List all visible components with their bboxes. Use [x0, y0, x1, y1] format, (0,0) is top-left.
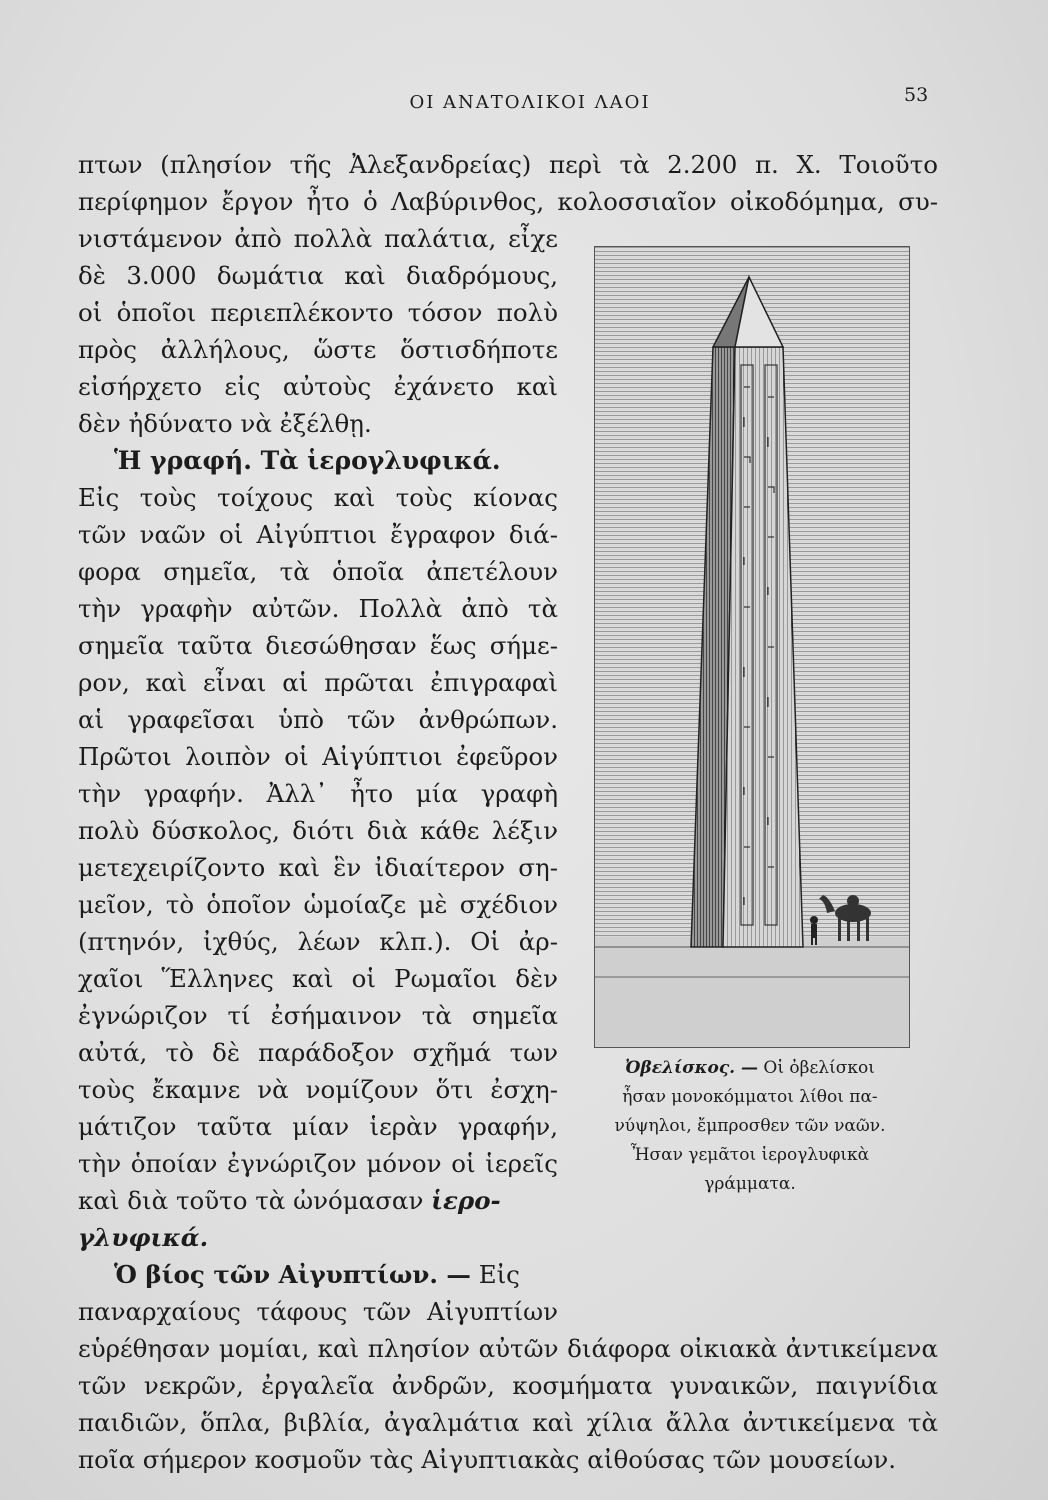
text-line: πρὸς ἀλλήλους, ὥστε ὅστισδήποτε — [78, 335, 558, 364]
text-line: τῶν νεκρῶν, ἐργαλεῖα ἀνδρῶν, κοσμήματα γυναικῶν, παιγνίδια — [78, 1371, 938, 1400]
text-line: δὲν ἠδύνατο νὰ ἐξέλθῃ. — [78, 409, 372, 438]
term-hieroglyphics: ἱερο- — [431, 1186, 501, 1215]
text-line: φορα σημεῖα, τὰ ὁποῖα ἀπετέλουν — [78, 557, 558, 586]
text-line: τὴν γραφήν. Ἀλλ᾽ ἦτο μία γραφὴ — [78, 779, 558, 808]
text-line: δὲ 3.000 δωμάτια καὶ διαδρόμους, — [78, 261, 558, 290]
camel-figure — [819, 895, 871, 941]
text-line: Εἰς τοὺς τοίχους καὶ τοὺς κίονας — [78, 483, 558, 512]
text-line: μεῖον, τὸ ὁποῖον ὡμοίαζε μὲ σχέδιον — [78, 890, 558, 919]
text-line: περίφημον ἔργον ἦτο ὁ Λαβύρινθος, κολοσσιαῖον οἰκοδόμημα, συ- — [78, 187, 938, 216]
text-line-with-term — [78, 1186, 558, 1216]
text-line: παναρχαίους τάφους τῶν Αἰγυπτίων — [78, 1297, 558, 1326]
text-line: οἱ ὁποῖοι περιεπλέκοντο τόσον πολὺ — [78, 298, 558, 327]
text-line: τοὺς ἔκαμνε νὰ νομίζουν ὅτι ἐσχη- — [78, 1075, 558, 1104]
section-heading-writing: Ἡ γραφή. Τὰ ἱερογλυφικά. — [114, 446, 501, 475]
figure-caption-line: νύψηλοι, ἔμπροσθεν τῶν ναῶν. — [614, 1116, 886, 1136]
text-line: πολὺ δύσκολος, διότι διὰ κάθε λέξιν — [78, 816, 558, 845]
text-fragment: καὶ διὰ τοῦτο τὰ ὠνόμασαν — [78, 1186, 424, 1215]
text-line: τὴν γραφὴν αὐτῶν. Πολλὰ ἀπὸ τὰ — [78, 594, 558, 623]
figure-caption-line: γράμματα. — [704, 1174, 796, 1194]
text-fragment: Εἰς — [478, 1260, 520, 1289]
text-line: (πτηνόν, ἰχθύς, λέων κλπ.). Οἱ ἀρ- — [78, 927, 558, 956]
obelisk-illustration — [594, 246, 910, 1048]
figure-caption-line: Ἦσαν γεμᾶτοι ἱερογλυφικὰ — [630, 1145, 870, 1165]
running-title: ΟΙ ΑΝΑΤΟΛΙΚΟΙ ΛΑΟΙ — [409, 92, 651, 113]
figure-caption-text: Οἱ ὀβελίσκοι — [763, 1058, 875, 1078]
figure-caption-title: Ὀβελίσκος. — — [625, 1058, 759, 1078]
page-number: 53 — [904, 84, 929, 106]
text-line: αὐτά, τὸ δὲ παράδοξον σχῆμά των — [78, 1038, 558, 1067]
text-line: ρον, καὶ εἶναι αἱ πρῶται ἐπιγραφαὶ — [78, 668, 558, 697]
text-line: εὑρέθησαν μομίαι, καὶ πλησίον αὐτῶν διάφορα οἰκιακὰ ἀντικείμενα — [78, 1334, 938, 1363]
text-line: πτων (πλησίον τῆς Ἀλεξανδρείας) περὶ τὰ 2.200 π. Χ. Τοιοῦτο — [78, 150, 938, 179]
text-line: χαῖοι Ἕλληνες καὶ οἱ Ρωμαῖοι δὲν — [78, 964, 558, 993]
text-line: ἐγνώριζον τί ἐσήμαινον τὰ σημεῖα — [78, 1001, 558, 1030]
ground — [595, 937, 909, 1047]
text-line: μετεχειρίζοντο καὶ ἓν ἰδιαίτερον ση- — [78, 853, 558, 882]
text-line: ποῖα σήμερον κοσμοῦν τὰς Αἰγυπτιακὰς αἰθούσας τῶν μουσείων. — [78, 1445, 897, 1474]
section-heading-life-line — [78, 1260, 558, 1290]
figure-caption-line — [578, 1055, 922, 1081]
text-line: σημεῖα ταῦτα διεσώθησαν ἕως σήμε- — [78, 631, 558, 660]
section-heading-life: Ὁ βίος τῶν Αἰγυπτίων. — — [114, 1260, 471, 1289]
text-line: παιδιῶν, ὅπλα, βιβλία, ἀγαλμάτια καὶ χίλια ἄλλα ἀντικείμενα τὰ — [78, 1408, 938, 1437]
text-line: αἱ γραφεῖσαι ὑπὸ τῶν ἀνθρώπων. — [78, 705, 558, 734]
text-line: εἰσήρχετο εἰς αὐτοὺς ἐχάνετο καὶ — [78, 372, 558, 401]
term-hieroglyphics-end: γλυφικά. — [78, 1223, 209, 1252]
figure-caption-line: ἦσαν μονοκόμματοι λίθοι πα- — [622, 1087, 878, 1107]
obelisk-lit-face — [723, 347, 803, 947]
text-line: τῶν ναῶν οἱ Αἰγύπτιοι ἔγραφον διά- — [78, 520, 558, 549]
obelisk-tip — [735, 277, 783, 347]
text-line: τὴν ὁποίαν ἐγνώριζον μόνον οἱ ἱερεῖς — [78, 1149, 558, 1178]
text-line: Πρῶτοι λοιπὸν οἱ Αἰγύπτιοι ἐφεῦρον — [78, 742, 558, 771]
text-line: νιστάμενον ἀπὸ πολλὰ παλάτια, εἶχε — [78, 224, 558, 253]
text-line: μάτιζον ταῦτα μίαν ἱερὰν γραφήν, — [78, 1112, 558, 1141]
obelisk-engraving — [595, 247, 909, 1047]
